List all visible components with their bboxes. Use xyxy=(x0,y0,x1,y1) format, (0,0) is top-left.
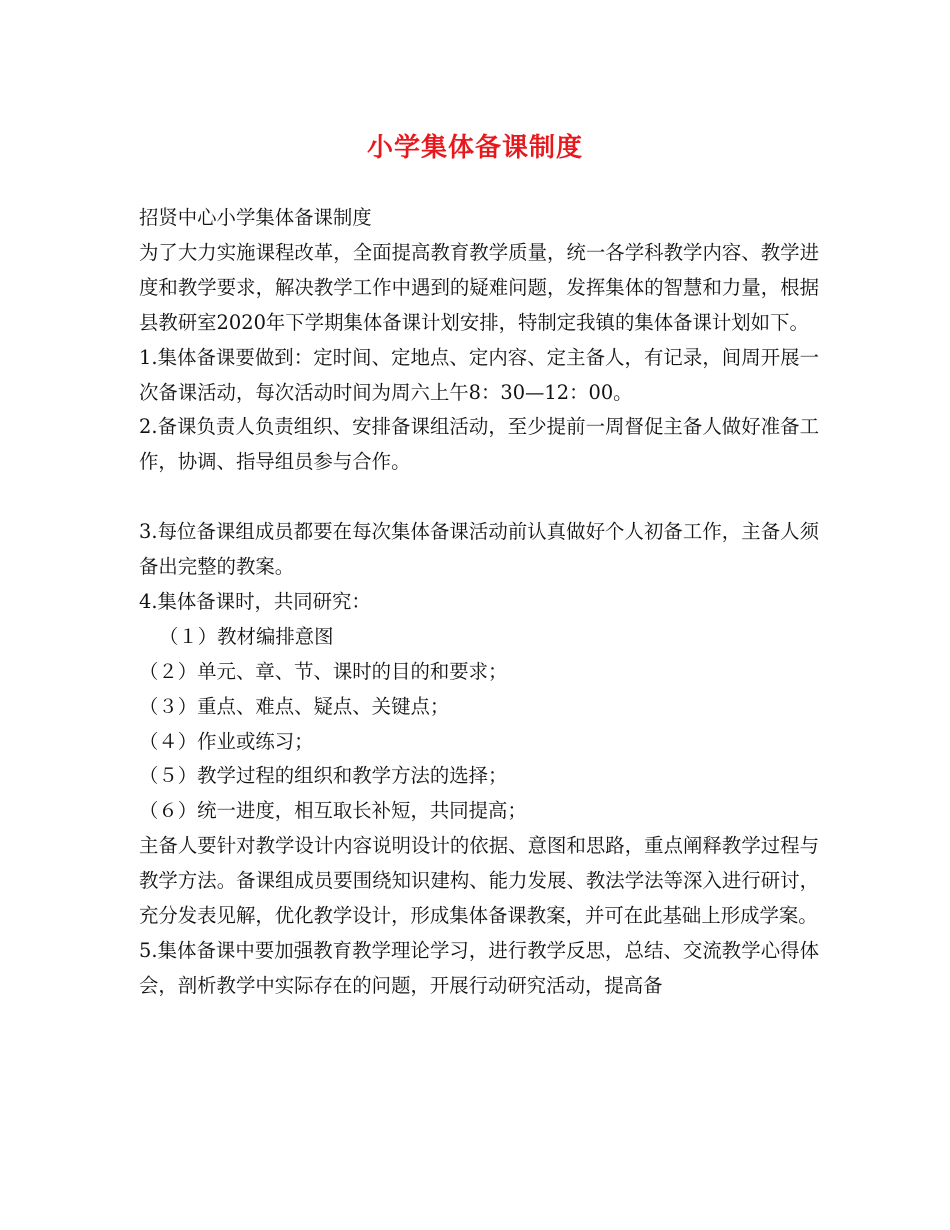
list-item-1: （１）教材编排意图 xyxy=(159,624,334,648)
paragraph-item-3: 3.每位备课组成员都要在每次集体备课活动前认真做好个人初备工作，主备人须备出完整的教案。 xyxy=(139,520,819,579)
list-item-2: （２）单元、章、节、课时的目的和要求； xyxy=(139,659,508,683)
paragraph-item-1: 1.集体备课要做到：定时间、定地点、定内容、定主备人，有记录，间周开展一次备课活动，每次活动时间为周六上午8：30—12：00。 xyxy=(139,345,819,404)
paragraph-item-5: 5.集体备课中要加强教育教学理论学习，进行教学反思，总结、交流教学心得体会，剖析教学中实际存在的问题，开展行动研究活动，提高备 xyxy=(139,939,819,997)
paragraph-main-preparer: 主备人要针对教学设计内容说明设计的依据、意图和思路，重点阐释教学过程与教学方法。备课组成员要围绕知识建构、能力发展、教法学法等深入进行研讨，充分发表见解，优化教学设计，形成集体备课教案，并可在此基础上形成学案。 xyxy=(139,834,819,928)
document-title: 小学集体备课制度 xyxy=(366,133,583,163)
list-item-6: （６）统一进度，相互取长补短，共同提高； xyxy=(139,799,527,823)
document-body xyxy=(139,201,819,1004)
paragraph-item-2: 2.备课负责人负责组织、安排备课组活动，至少提前一周督促主备人做好准备工作，协调、指导组员参与合作。 xyxy=(139,415,819,474)
paragraph-spacer xyxy=(139,480,819,515)
list-item-4: （４）作业或练习； xyxy=(139,729,314,753)
paragraph-subtitle: 招贤中心小学集体备课制度 xyxy=(139,206,372,229)
list-item-3: （３）重点、难点、疑点、关键点； xyxy=(139,694,450,718)
paragraph-item-4: 4.集体备课时，共同研究： xyxy=(139,589,371,613)
list-item-5: （５）教学过程的组织和教学方法的选择； xyxy=(139,764,508,788)
paragraph-intro: 为了大力实施课程改革，全面提高教育教学质量，统一各学科教学内容、教学进度和教学要求，解决教学工作中遇到的疑难问题，发挥集体的智慧和力量，根据县教研室2020年下学期集体备课计划安排，特制定我镇的集体备课计划如下。 xyxy=(139,240,819,334)
